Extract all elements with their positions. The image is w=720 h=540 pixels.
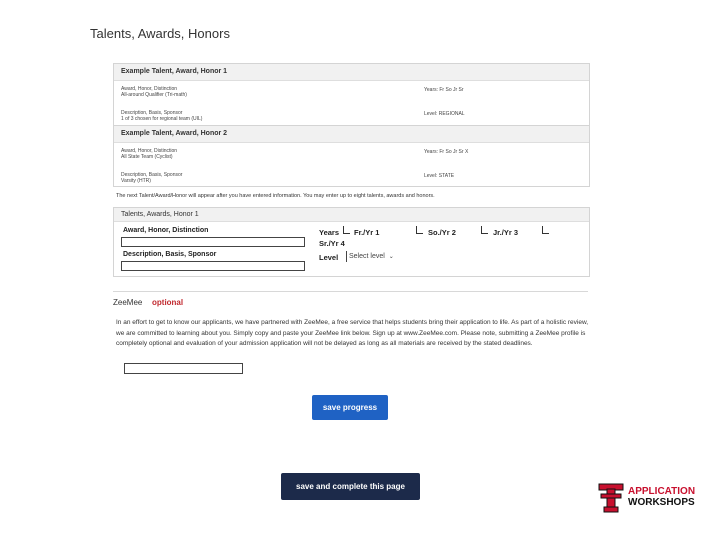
example-box-1 [113,63,590,127]
year-so-label: So./Yr 2 [428,228,456,237]
example-label: Description, Basis, Sponsor [121,110,183,116]
example-years: Years: Fr So Jr Sr [424,87,464,93]
example-label: Description, Basis, Sponsor [121,172,183,178]
logo-line-2: WORKSHOPS [628,497,695,508]
year-fr-label: Fr./Yr 1 [354,228,380,237]
example-value: 1 of 3 chosen for regional team (UIL) [121,116,203,122]
talent-entry-box [113,207,590,277]
save-progress-button[interactable]: save progress [312,395,388,420]
year-sr-checkbox[interactable] [542,226,549,234]
section-divider [113,291,588,292]
example-header: Example Talent, Award, Honor 1 [114,64,589,81]
save-complete-button[interactable]: save and complete this page [281,473,420,500]
example-box-2 [113,125,590,187]
chevron-down-icon: ⌄ [388,254,394,260]
years-label: Years [319,228,340,237]
logo-line-1: APPLICATION [628,486,696,497]
example-header: Example Talent, Award, Honor 2 [114,126,589,143]
award-label: Award, Honor, Distinction [123,227,209,234]
double-t-logo-icon [598,483,624,513]
zeemee-optional-badge: optional [152,298,184,307]
entry-limit-note: The next Talent/Award/Honor will appear after you have entered information. You may enter up to eight talents, awards and honors. [116,193,435,199]
year-so-checkbox[interactable] [416,226,423,234]
application-workshops-logo [598,483,696,513]
entry-header: Talents, Awards, Honor 1 [114,208,589,222]
zeemee-link-input[interactable] [124,363,243,374]
year-fr-checkbox[interactable] [343,226,350,234]
level-select[interactable] [346,251,409,262]
example-value: All-around Qualifier (Tri-math) [121,92,187,98]
example-level: Level: STATE [424,173,455,179]
zeemee-label: ZeeMee [113,298,143,307]
level-select-value: Select level [349,253,385,260]
example-value: Varsity (HTR) [121,178,151,184]
example-label: Award, Honor, Distinction [121,86,178,92]
award-input[interactable] [121,237,305,247]
description-label: Description, Basis, Sponsor [123,251,217,258]
year-jr-label: Jr./Yr 3 [493,228,519,237]
description-input[interactable] [121,261,305,271]
example-value: All State Team (Cyclist) [121,154,173,160]
example-label: Award, Honor, Distinction [121,148,178,154]
example-level: Level: REGIONAL [424,111,465,117]
zeemee-description: In an effort to get to know our applicants, we have partnered with ZeeMee, a free service that helps students bring their application to life. As part of a holistic review, we are committed to learning about you. Simply copy and paste your ZeeMee link below. Sign up at www.ZeeMee.com. Please note, submitting a ZeeMee profile is completely optional and evaluation of your admission application will not be delayed as long as all materials are received by the stated deadlines. [116,319,589,347]
example-years: Years: Fr So Jr Sr X [424,149,469,155]
level-label: Level [319,253,339,262]
year-sr-label: Sr./Yr 4 [319,239,345,248]
year-jr-checkbox[interactable] [481,226,488,234]
page-title: Talents, Awards, Honors [90,26,230,41]
